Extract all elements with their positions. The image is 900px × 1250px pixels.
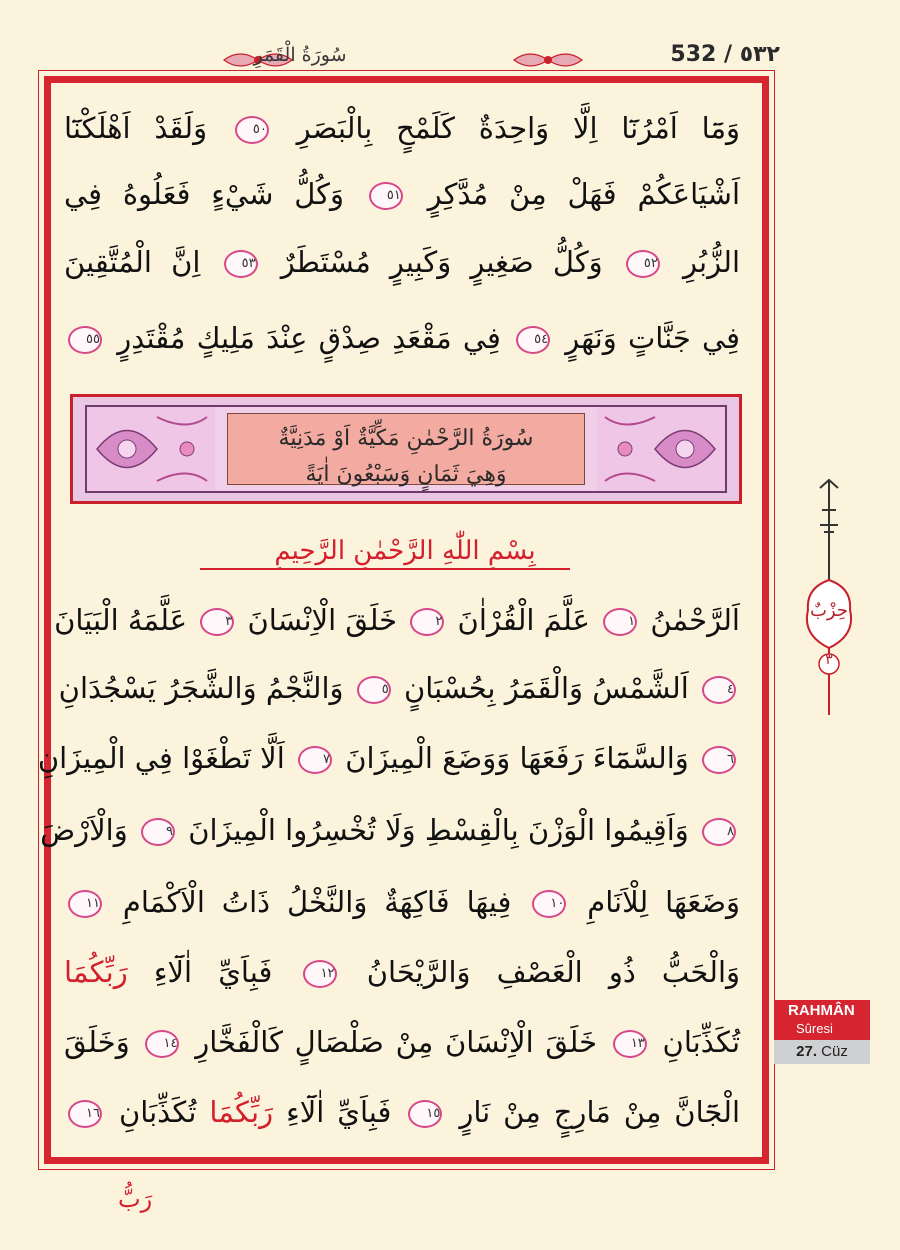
verse-text: وَالنَّجْمُ وَالشَّجَرُ يَسْجُدَانِ — [58, 671, 344, 705]
verse-text: فَبِاَيِّ اٰلَٓاءِ — [286, 1095, 392, 1129]
verse-text: وَمَٓا اَمْرُنَٓا اِلَّا وَاحِدَةٌ كَلَمْحٍ بِالْبَصَرِ — [296, 111, 741, 145]
ayah-number: ١٢ — [303, 960, 337, 988]
hizb-number: ٣ — [825, 652, 833, 668]
surah-name: سُورَةُ الْقَمَرِ — [253, 44, 347, 66]
verse-text: اَلشَّمْسُ وَالْقَمَرُ بِحُسْبَانٍ — [403, 671, 689, 705]
verse-text: خَلَقَ الْاِنْسَانَ مِنْ صَلْصَالٍ كَالْفَخَّارِ — [195, 1025, 598, 1059]
verse-text: اَشْيَاعَكُمْ فَهَلْ مِنْ مُدَّكِرٍ — [427, 177, 741, 211]
verse-text: تُكَذِّبَانِ — [662, 1025, 741, 1059]
ayah-number: ١٠ — [532, 890, 566, 918]
cuz-tab — [774, 1040, 870, 1064]
surah-header-line-2: وَهِيَ ثَمَانٍ وَسَبْعُونَ اٰيَةً — [305, 462, 507, 487]
basmala-underline — [200, 568, 570, 570]
text-line-1 — [64, 98, 740, 158]
verse-text: وَكُلُّ شَيْءٍ فَعَلُوهُ فِي — [64, 177, 344, 211]
side-tab-subtitle: Sûresi — [796, 1021, 833, 1036]
ayah-number: ٦ — [702, 746, 736, 774]
ayah-number: ٥٣ — [224, 250, 258, 278]
floral-ornament-right — [597, 407, 725, 491]
text-line-10 — [64, 942, 740, 1002]
text-line-12 — [64, 1082, 740, 1142]
verse-text: عَلَّمَ الْقُرْاٰنَ — [457, 603, 590, 637]
floral-ornament-left — [87, 407, 215, 491]
ayah-number: ٥٠ — [235, 116, 269, 144]
verse-text: عَلَّمَهُ الْبَيَانَ — [54, 603, 188, 637]
surah-header-line-1: سُورَةُ الرَّحْمٰنِ مَكِّيَّةٌ اَوْ مَدَنِيَّةٌ — [278, 426, 534, 451]
verse-text: الزُّبُرِ — [683, 245, 741, 279]
verse-text: فِيهَا فَاكِهَةٌ وَالنَّخْلُ ذَاتُ الْاَكْمَامِ — [122, 885, 512, 919]
ayah-number: ١٣ — [613, 1030, 647, 1058]
ayah-number: ٤ — [702, 676, 736, 704]
cuz-number: 27. — [796, 1043, 817, 1060]
hizb-label: حِزْبٌ — [809, 600, 848, 621]
verse-text: وَالْاَرْضَ — [40, 813, 128, 847]
verse-text: وَالْحَبُّ ذُو الْعَصْفِ وَالرَّيْحَانُ — [366, 955, 741, 989]
verse-text: وَلَقَدْ اَهْلَكْنَٓا — [64, 111, 208, 145]
surah-side-tab — [774, 1000, 870, 1040]
verse-text: فِي مَقْعَدِ صِدْقٍ عِنْدَ مَلِيكٍ مُقْتَدِرٍ — [117, 321, 501, 355]
verse-text: اَلرَّحْمٰنُ — [650, 603, 740, 637]
verse-text: فِي جَنَّاتٍ وَنَهَرٍ — [565, 321, 741, 355]
ayah-number: ٣ — [200, 608, 234, 636]
side-tab-title: RAHMÂN — [788, 1002, 855, 1019]
surah-header-border — [85, 405, 727, 493]
verse-text-highlight: رَبِّكُمَا — [209, 1095, 274, 1129]
ayah-number: ١٦ — [68, 1100, 102, 1128]
basmala: بِسْمِ اللّٰهِ الرَّحْمٰنِ الرَّحِيمِ — [274, 536, 536, 566]
verse-text: وَكُلُّ صَغِيرٍ وَكَبِيرٍ مُسْتَطَرٌ — [280, 245, 603, 279]
verse-text: اِنَّ الْمُتَّقِينَ — [64, 245, 201, 279]
text-line-3 — [64, 232, 740, 292]
verse-text: فَبِاَيِّ اٰلَٓاءِ — [153, 955, 273, 989]
surah-header-title-panel — [227, 413, 585, 485]
text-line-2 — [64, 164, 740, 224]
ayah-number: ١ — [603, 608, 637, 636]
verse-text: وَالسَّمَٓاءَ رَفَعَهَا وَوَضَعَ الْمِيزَانَ — [345, 741, 689, 775]
text-line-8 — [40, 800, 740, 860]
text-line-5 — [54, 590, 740, 650]
ayah-number: ٧ — [298, 746, 332, 774]
verse-text-highlight: رَبِّكُمَا — [64, 955, 128, 989]
hizb-marker — [798, 480, 860, 720]
text-line-9 — [64, 872, 740, 932]
page-header — [0, 0, 900, 80]
text-line-4 — [64, 308, 740, 368]
ayah-number: ٥ — [357, 676, 391, 704]
catchword: رَبُّ — [118, 1185, 153, 1213]
verse-text: اَلَّا تَطْغَوْا فِي الْمِيزَانِ — [37, 741, 285, 775]
ayah-number: ٥٢ — [626, 250, 660, 278]
verse-text: الْجَٓانَّ مِنْ مَارِجٍ مِنْ نَارٍ — [459, 1095, 741, 1129]
surah-header-box — [70, 394, 742, 504]
ayah-number: ٥٥ — [68, 326, 102, 354]
verse-text: خَلَقَ الْاِنْسَانَ — [247, 603, 398, 637]
verse-text: وَاَقِيمُوا الْوَزْنَ بِالْقِسْطِ وَلَا تُخْسِرُوا الْمِيزَانَ — [188, 813, 689, 847]
ayah-number: ١١ — [68, 890, 102, 918]
ayah-number: ٥١ — [369, 182, 403, 210]
verse-text: وَخَلَقَ — [64, 1025, 130, 1059]
text-line-6 — [58, 658, 740, 718]
verse-text: وَضَعَهَا لِلْاَنَامِ — [587, 885, 740, 919]
cuz-label: Cüz — [821, 1043, 848, 1060]
ayah-number: ٨ — [702, 818, 736, 846]
text-line-7 — [37, 728, 740, 788]
ayah-number: ١٥ — [408, 1100, 442, 1128]
ayah-number: ٥٤ — [516, 326, 550, 354]
page-number: 532 / ٥٣٢ — [670, 42, 780, 67]
verse-text: تُكَذِّبَانِ — [118, 1095, 197, 1129]
text-line-11 — [64, 1012, 740, 1072]
ayah-number: ٩ — [141, 818, 175, 846]
ayah-number: ٢ — [410, 608, 444, 636]
ayah-number: ١٤ — [145, 1030, 179, 1058]
